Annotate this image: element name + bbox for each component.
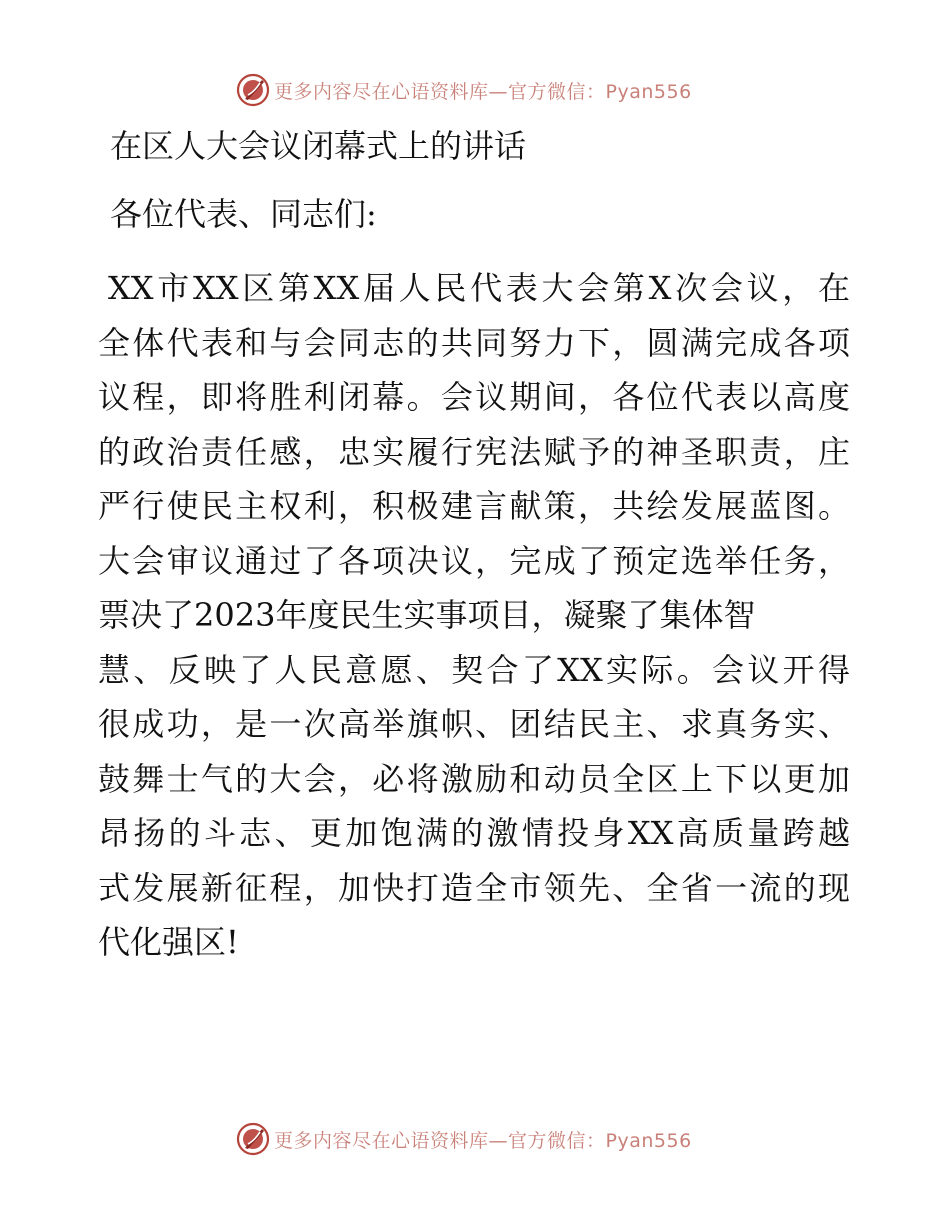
paragraph-line: 代化强区!: [98, 923, 239, 961]
header-watermark-banner: [236, 73, 692, 107]
paragraph-line: 的政治责任感，忠实履行宪法赋予的神圣职责，庄: [98, 432, 850, 471]
quill-seal-icon: [236, 73, 270, 107]
paragraph-line: XX市XX区第XX届人民代表大会第X次会议，在: [108, 269, 850, 307]
document-body: [98, 122, 850, 970]
paragraph-line: 议程，即将胜利闭幕。会议期间，各位代表以高度: [98, 378, 850, 416]
paragraph-line: 大会审议通过了各项决议，完成了预定选举任务，: [98, 541, 850, 580]
paragraph-line: 很成功，是一次高举旗帜、团结民主、求真务实、: [98, 705, 850, 743]
watermark-text: 更多内容尽在心语资料库—官方微信：Pyan556: [274, 1129, 692, 1152]
paragraph-line: 严行使民主权利，积极建言献策，共绘发展蓝图。: [98, 487, 850, 525]
page-title: 在区人大会议闭幕式上的讲话: [110, 127, 527, 165]
paragraph-line: 式发展新征程，加快打造全市领先、全省一流的现: [98, 868, 850, 907]
watermark-text: 更多内容尽在心语资料库—官方微信：Pyan556: [274, 80, 692, 103]
paragraph-line: 慧、反映了人民意愿、契合了XX实际。会议开得: [98, 650, 850, 689]
paragraph-line: 票决了2023年度民生实事项目，凝聚了集体智: [98, 596, 756, 634]
quill-seal-icon: [236, 1122, 270, 1156]
paragraph-line: 鼓舞士气的大会，必将激励和动员全区上下以更加: [98, 759, 850, 798]
salutation: 各位代表、同志们:: [110, 195, 377, 233]
footer-watermark-banner: [236, 1122, 692, 1156]
speech-paragraph: [98, 261, 850, 970]
paragraph-line: 昂扬的斗志、更加饱满的激情投身XX高质量跨越: [98, 814, 850, 852]
paragraph-line: 全体代表和与会同志的共同努力下，圆满完成各项: [98, 323, 850, 362]
